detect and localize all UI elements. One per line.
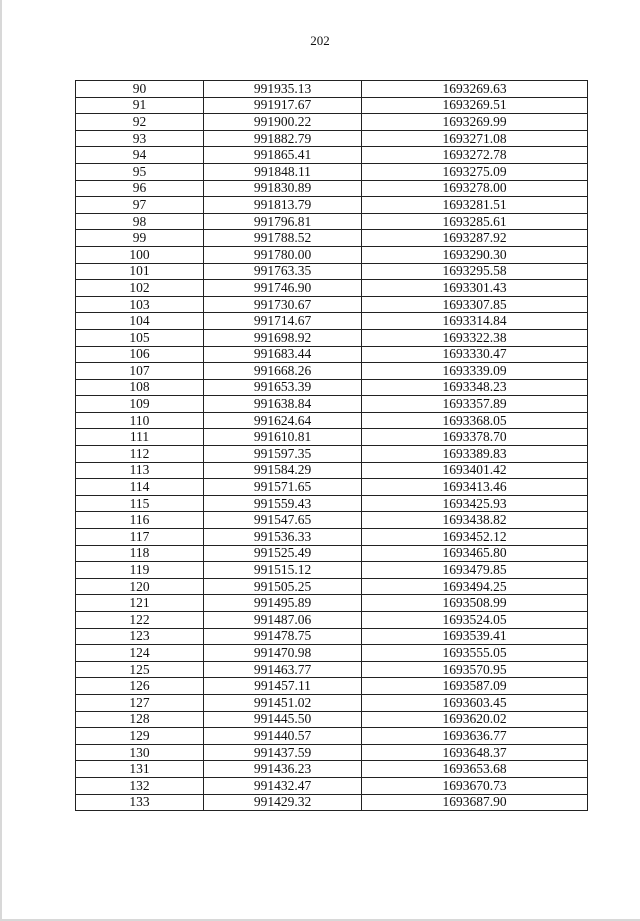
point-number-cell: 97 — [76, 197, 204, 214]
y-coordinate-cell: 1693438.82 — [362, 512, 588, 529]
point-number-cell: 99 — [76, 230, 204, 247]
x-coordinate-cell: 991763.35 — [204, 263, 362, 280]
point-number-cell: 128 — [76, 711, 204, 728]
table-row — [76, 313, 588, 330]
table-row — [76, 412, 588, 429]
point-number-cell: 100 — [76, 246, 204, 263]
x-coordinate-cell: 991865.41 — [204, 147, 362, 164]
point-number-cell: 109 — [76, 396, 204, 413]
table-row — [76, 777, 588, 794]
point-number-cell: 91 — [76, 97, 204, 114]
table-row — [76, 694, 588, 711]
x-coordinate-cell: 991796.81 — [204, 213, 362, 230]
x-coordinate-cell: 991487.06 — [204, 612, 362, 629]
point-number-cell: 103 — [76, 296, 204, 313]
x-coordinate-cell: 991653.39 — [204, 379, 362, 396]
point-number-cell: 120 — [76, 578, 204, 595]
point-number-cell: 129 — [76, 728, 204, 745]
point-number-cell: 122 — [76, 612, 204, 629]
table-row — [76, 197, 588, 214]
table-row — [76, 263, 588, 280]
x-coordinate-cell: 991432.47 — [204, 777, 362, 794]
x-coordinate-cell: 991547.65 — [204, 512, 362, 529]
x-coordinate-cell: 991917.67 — [204, 97, 362, 114]
point-number-cell: 121 — [76, 595, 204, 612]
x-coordinate-cell: 991463.77 — [204, 661, 362, 678]
table-row — [76, 529, 588, 546]
point-number-cell: 104 — [76, 313, 204, 330]
point-number-cell: 102 — [76, 280, 204, 297]
table-row — [76, 147, 588, 164]
x-coordinate-cell: 991451.02 — [204, 694, 362, 711]
x-coordinate-cell: 991584.29 — [204, 462, 362, 479]
table-row — [76, 512, 588, 529]
y-coordinate-cell: 1693348.23 — [362, 379, 588, 396]
table-row — [76, 645, 588, 662]
y-coordinate-cell: 1693322.38 — [362, 329, 588, 346]
table-row — [76, 296, 588, 313]
y-coordinate-cell: 1693278.00 — [362, 180, 588, 197]
x-coordinate-cell: 991610.81 — [204, 429, 362, 446]
table-row — [76, 429, 588, 446]
x-coordinate-cell: 991638.84 — [204, 396, 362, 413]
coordinates-table — [75, 80, 588, 811]
x-coordinate-cell: 991437.59 — [204, 744, 362, 761]
table-row — [76, 612, 588, 629]
y-coordinate-cell: 1693401.42 — [362, 462, 588, 479]
x-coordinate-cell: 991445.50 — [204, 711, 362, 728]
point-number-cell: 133 — [76, 794, 204, 811]
y-coordinate-cell: 1693301.43 — [362, 280, 588, 297]
point-number-cell: 114 — [76, 479, 204, 496]
x-coordinate-cell: 991935.13 — [204, 81, 362, 98]
point-number-cell: 107 — [76, 363, 204, 380]
table-row — [76, 346, 588, 363]
y-coordinate-cell: 1693330.47 — [362, 346, 588, 363]
y-coordinate-cell: 1693465.80 — [362, 545, 588, 562]
y-coordinate-cell: 1693357.89 — [362, 396, 588, 413]
point-number-cell: 110 — [76, 412, 204, 429]
x-coordinate-cell: 991788.52 — [204, 230, 362, 247]
y-coordinate-cell: 1693281.51 — [362, 197, 588, 214]
y-coordinate-cell: 1693307.85 — [362, 296, 588, 313]
y-coordinate-cell: 1693275.09 — [362, 163, 588, 180]
point-number-cell: 131 — [76, 761, 204, 778]
point-number-cell: 117 — [76, 529, 204, 546]
y-coordinate-cell: 1693271.08 — [362, 130, 588, 147]
x-coordinate-cell: 991714.67 — [204, 313, 362, 330]
table-row — [76, 280, 588, 297]
x-coordinate-cell: 991624.64 — [204, 412, 362, 429]
y-coordinate-cell: 1693285.61 — [362, 213, 588, 230]
point-number-cell: 116 — [76, 512, 204, 529]
y-coordinate-cell: 1693479.85 — [362, 562, 588, 579]
scan-left-edge — [0, 0, 2, 921]
point-number-cell: 130 — [76, 744, 204, 761]
x-coordinate-cell: 991436.23 — [204, 761, 362, 778]
y-coordinate-cell: 1693508.99 — [362, 595, 588, 612]
y-coordinate-cell: 1693452.12 — [362, 529, 588, 546]
y-coordinate-cell: 1693603.45 — [362, 694, 588, 711]
point-number-cell: 95 — [76, 163, 204, 180]
x-coordinate-cell: 991698.92 — [204, 329, 362, 346]
page-number: 202 — [310, 33, 330, 48]
x-coordinate-cell: 991746.90 — [204, 280, 362, 297]
x-coordinate-cell: 991683.44 — [204, 346, 362, 363]
table-row — [76, 97, 588, 114]
point-number-cell: 113 — [76, 462, 204, 479]
point-number-cell: 92 — [76, 114, 204, 131]
table-row — [76, 462, 588, 479]
x-coordinate-cell: 991440.57 — [204, 728, 362, 745]
table-row — [76, 213, 588, 230]
y-coordinate-cell: 1693389.83 — [362, 446, 588, 463]
x-coordinate-cell: 991730.67 — [204, 296, 362, 313]
point-number-cell: 132 — [76, 777, 204, 794]
point-number-cell: 98 — [76, 213, 204, 230]
x-coordinate-cell: 991668.26 — [204, 363, 362, 380]
y-coordinate-cell: 1693670.73 — [362, 777, 588, 794]
x-coordinate-cell: 991495.89 — [204, 595, 362, 612]
x-coordinate-cell: 991525.49 — [204, 545, 362, 562]
table-row — [76, 628, 588, 645]
y-coordinate-cell: 1693587.09 — [362, 678, 588, 695]
point-number-cell: 105 — [76, 329, 204, 346]
y-coordinate-cell: 1693272.78 — [362, 147, 588, 164]
x-coordinate-cell: 991571.65 — [204, 479, 362, 496]
point-number-cell: 119 — [76, 562, 204, 579]
table-row — [76, 794, 588, 811]
table-row — [76, 81, 588, 98]
y-coordinate-cell: 1693339.09 — [362, 363, 588, 380]
y-coordinate-cell: 1693425.93 — [362, 495, 588, 512]
y-coordinate-cell: 1693269.63 — [362, 81, 588, 98]
y-coordinate-cell: 1693620.02 — [362, 711, 588, 728]
point-number-cell: 127 — [76, 694, 204, 711]
point-number-cell: 96 — [76, 180, 204, 197]
table-row — [76, 711, 588, 728]
y-coordinate-cell: 1693636.77 — [362, 728, 588, 745]
y-coordinate-cell: 1693555.05 — [362, 645, 588, 662]
y-coordinate-cell: 1693287.92 — [362, 230, 588, 247]
point-number-cell: 111 — [76, 429, 204, 446]
y-coordinate-cell: 1693524.05 — [362, 612, 588, 629]
point-number-cell: 108 — [76, 379, 204, 396]
table-row — [76, 578, 588, 595]
y-coordinate-cell: 1693368.05 — [362, 412, 588, 429]
table-row — [76, 246, 588, 263]
table-row — [76, 661, 588, 678]
y-coordinate-cell: 1693539.41 — [362, 628, 588, 645]
y-coordinate-cell: 1693570.95 — [362, 661, 588, 678]
y-coordinate-cell: 1693494.25 — [362, 578, 588, 595]
table-row — [76, 479, 588, 496]
x-coordinate-cell: 991900.22 — [204, 114, 362, 131]
table-row — [76, 230, 588, 247]
x-coordinate-cell: 991597.35 — [204, 446, 362, 463]
point-number-cell: 126 — [76, 678, 204, 695]
table-row — [76, 678, 588, 695]
table-row — [76, 545, 588, 562]
table-row — [76, 163, 588, 180]
point-number-cell: 123 — [76, 628, 204, 645]
point-number-cell: 124 — [76, 645, 204, 662]
x-coordinate-cell: 991457.11 — [204, 678, 362, 695]
table-row — [76, 495, 588, 512]
x-coordinate-cell: 991470.98 — [204, 645, 362, 662]
coordinates-table-body — [76, 81, 588, 811]
x-coordinate-cell: 991536.33 — [204, 529, 362, 546]
point-number-cell: 93 — [76, 130, 204, 147]
y-coordinate-cell: 1693687.90 — [362, 794, 588, 811]
table-row — [76, 728, 588, 745]
y-coordinate-cell: 1693314.84 — [362, 313, 588, 330]
table-row — [76, 180, 588, 197]
x-coordinate-cell: 991882.79 — [204, 130, 362, 147]
point-number-cell: 125 — [76, 661, 204, 678]
x-coordinate-cell: 991515.12 — [204, 562, 362, 579]
table-row — [76, 130, 588, 147]
table-row — [76, 446, 588, 463]
table-row — [76, 363, 588, 380]
table-row — [76, 114, 588, 131]
table-row — [76, 329, 588, 346]
y-coordinate-cell: 1693653.68 — [362, 761, 588, 778]
table-row — [76, 379, 588, 396]
table-row — [76, 761, 588, 778]
x-coordinate-cell: 991429.32 — [204, 794, 362, 811]
point-number-cell: 115 — [76, 495, 204, 512]
y-coordinate-cell: 1693378.70 — [362, 429, 588, 446]
table-row — [76, 562, 588, 579]
y-coordinate-cell: 1693295.58 — [362, 263, 588, 280]
y-coordinate-cell: 1693648.37 — [362, 744, 588, 761]
y-coordinate-cell: 1693269.51 — [362, 97, 588, 114]
x-coordinate-cell: 991478.75 — [204, 628, 362, 645]
table-row — [76, 744, 588, 761]
y-coordinate-cell: 1693269.99 — [362, 114, 588, 131]
x-coordinate-cell: 991780.00 — [204, 246, 362, 263]
x-coordinate-cell: 991813.79 — [204, 197, 362, 214]
x-coordinate-cell: 991505.25 — [204, 578, 362, 595]
point-number-cell: 112 — [76, 446, 204, 463]
table-row — [76, 396, 588, 413]
point-number-cell: 118 — [76, 545, 204, 562]
point-number-cell: 90 — [76, 81, 204, 98]
x-coordinate-cell: 991830.89 — [204, 180, 362, 197]
table-row — [76, 595, 588, 612]
point-number-cell: 101 — [76, 263, 204, 280]
y-coordinate-cell: 1693290.30 — [362, 246, 588, 263]
point-number-cell: 94 — [76, 147, 204, 164]
x-coordinate-cell: 991848.11 — [204, 163, 362, 180]
point-number-cell: 106 — [76, 346, 204, 363]
y-coordinate-cell: 1693413.46 — [362, 479, 588, 496]
x-coordinate-cell: 991559.43 — [204, 495, 362, 512]
